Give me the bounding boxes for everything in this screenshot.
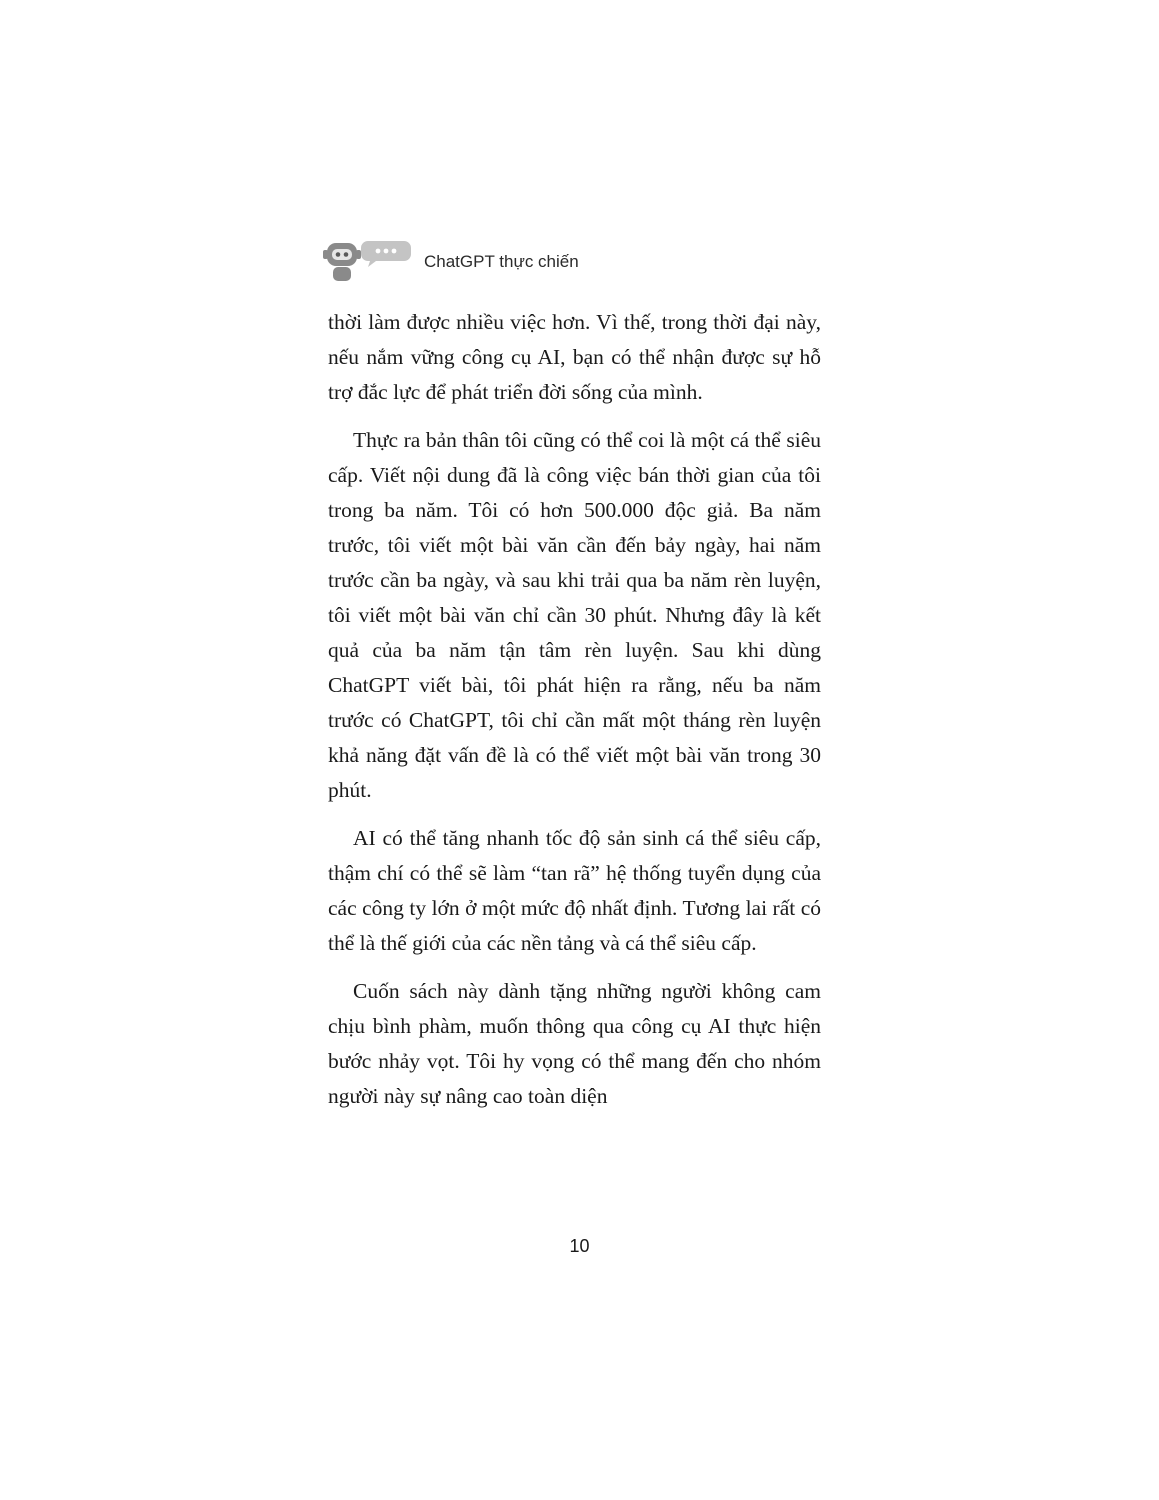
paragraph: thời làm được nhiều việc hơn. Vì thế, trong thời đại này, nếu nắm vững công cụ AI, bạn có thể nhận được sự hỗ trợ đắc lực để phát triển đời sống của mình. bbox=[328, 310, 821, 404]
page-number: 10 bbox=[569, 1236, 590, 1256]
running-header bbox=[322, 238, 579, 284]
chatbot-robot-icon bbox=[322, 238, 412, 284]
running-title: ChatGPT thực chiến bbox=[424, 252, 579, 271]
paragraph: AI có thể tăng nhanh tốc độ sản sinh cá thể siêu cấp, thậm chí có thể sẽ làm “tan rã” hệ thống tuyển dụng của các công ty lớn ở một mức độ nhất định. Tương lai rất có thể là thế giới của các nền tảng và cá thể siêu cấp. bbox=[328, 826, 821, 955]
paragraph: Cuốn sách này dành tặng những người không cam chịu bình phàm, muốn thông qua công cụ AI thực hiện bước nhảy vọt. Tôi hy vọng có thể mang đến cho nhóm người này sự nâng cao toàn diện bbox=[328, 979, 821, 1108]
body-text bbox=[328, 305, 821, 1127]
paragraph: Thực ra bản thân tôi cũng có thể coi là một cá thể siêu cấp. Viết nội dung đã là công việc bán thời gian của tôi trong ba năm. Tôi có hơn 500.000 độc giả. Ba năm trước, tôi viết một bài văn cần đến bảy ngày, hai năm trước cần ba ngày, và sau khi trải qua ba năm rèn luyện, tôi viết một bài văn chỉ cần 30 phút. Nhưng đây là kết quả của ba năm tận tâm rèn luyện. Sau khi dùng ChatGPT viết bài, tôi phát hiện ra rằng, nếu ba năm trước có ChatGPT, tôi chỉ cần mất một tháng rèn luyện khả năng đặt vấn đề là có thể viết một bài văn trong 30 phút. bbox=[328, 428, 821, 802]
